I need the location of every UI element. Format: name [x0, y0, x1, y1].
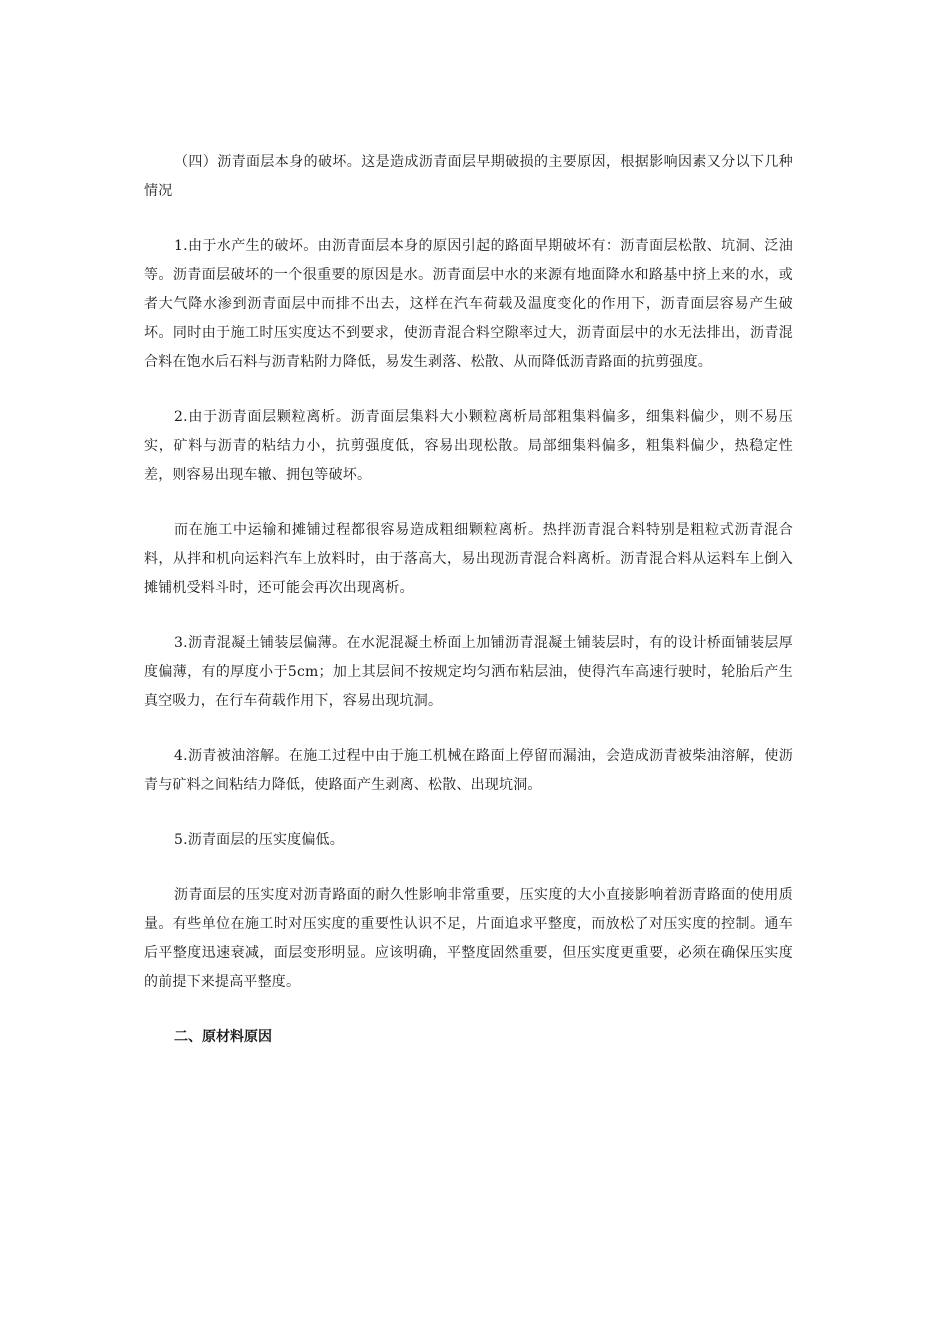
document-body — [144, 148, 793, 1052]
paragraph-transport-segregation: 而在施工中运输和摊铺过程都很容易造成粗细颗粒离析。热拌沥青混合料特别是粗粒式沥青混合料，从拌和机向运料汽车上放料时，由于落高大，易出现沥青混合料离析。沥青混合料从运料车上倒入摊铺机受料斗时，还可能会再次出现离析。 — [144, 522, 793, 596]
paragraph-compaction-detail: 沥青面层的压实度对沥青路面的耐久性影响非常重要，压实度的大小直接影响着沥青路面的使用质量。有些单位在施工时对压实度的重要性认识不足，片面追求平整度，而放松了对压实度的控制。通车后平整度迅速衰减，面层变形明显。应该明确，平整度固然重要，但压实度更重要，必须在确保压实度的前提下来提高平整度。 — [144, 887, 793, 990]
paragraph-intro: （四）沥青面层本身的破坏。这是造成沥青面层早期破损的主要原因，根据影响因素又分以下几种情况 — [144, 154, 793, 199]
section-heading: 二、原材料原因 — [174, 1029, 272, 1045]
paragraph-thin-layer: 3.沥青混凝土铺装层偏薄。在水泥混凝土桥面上加铺沥青混凝土铺装层时，有的设计桥面铺装层厚度偏薄，有的厚度小于5cm；加上其层间不按规定均匀洒布粘层油，使得汽车高速行驶时，轮胎后产生真空吸力，在行车荷载作用下，容易出现坑洞。 — [144, 635, 793, 709]
paragraph-compaction-title: 5.沥青面层的压实度偏低。 — [174, 832, 344, 848]
paragraph-water-damage: 1.由于水产生的破坏。由沥青面层本身的原因引起的路面早期破坏有：沥青面层松散、坑洞、泛油等。沥青面层破坏的一个很重要的原因是水。沥青面层中水的来源有地面降水和路基中挤上来的水，或者大气降水渗到沥青面层中而排不出去，这样在汽车荷载及温度变化的作用下，沥青面层容易产生破坏。同时由于施工时压实度达不到要求，使沥青混合料空隙率过大，沥青面层中的水无法排出，沥青混合料在饱水后石料与沥青粘附力降低，易发生剥落、松散、从而降低沥青路面的抗剪强度。 — [144, 238, 793, 370]
paragraph-segregation: 2.由于沥青面层颗粒离析。沥青面层集料大小颗粒离析局部粗集料偏多，细集料偏少，则不易压实，矿料与沥青的粘结力小，抗剪强度低，容易出现松散。局部细集料偏多，粗集料偏少，热稳定性差，则容易出现车辙、拥包等破坏。 — [144, 409, 793, 483]
paragraph-oil-dissolve: 4.沥青被油溶解。在施工过程中由于施工机械在路面上停留而漏油，会造成沥青被柴油溶解，使沥青与矿料之间粘结力降低，使路面产生剥离、松散、出现坑洞。 — [144, 748, 793, 793]
